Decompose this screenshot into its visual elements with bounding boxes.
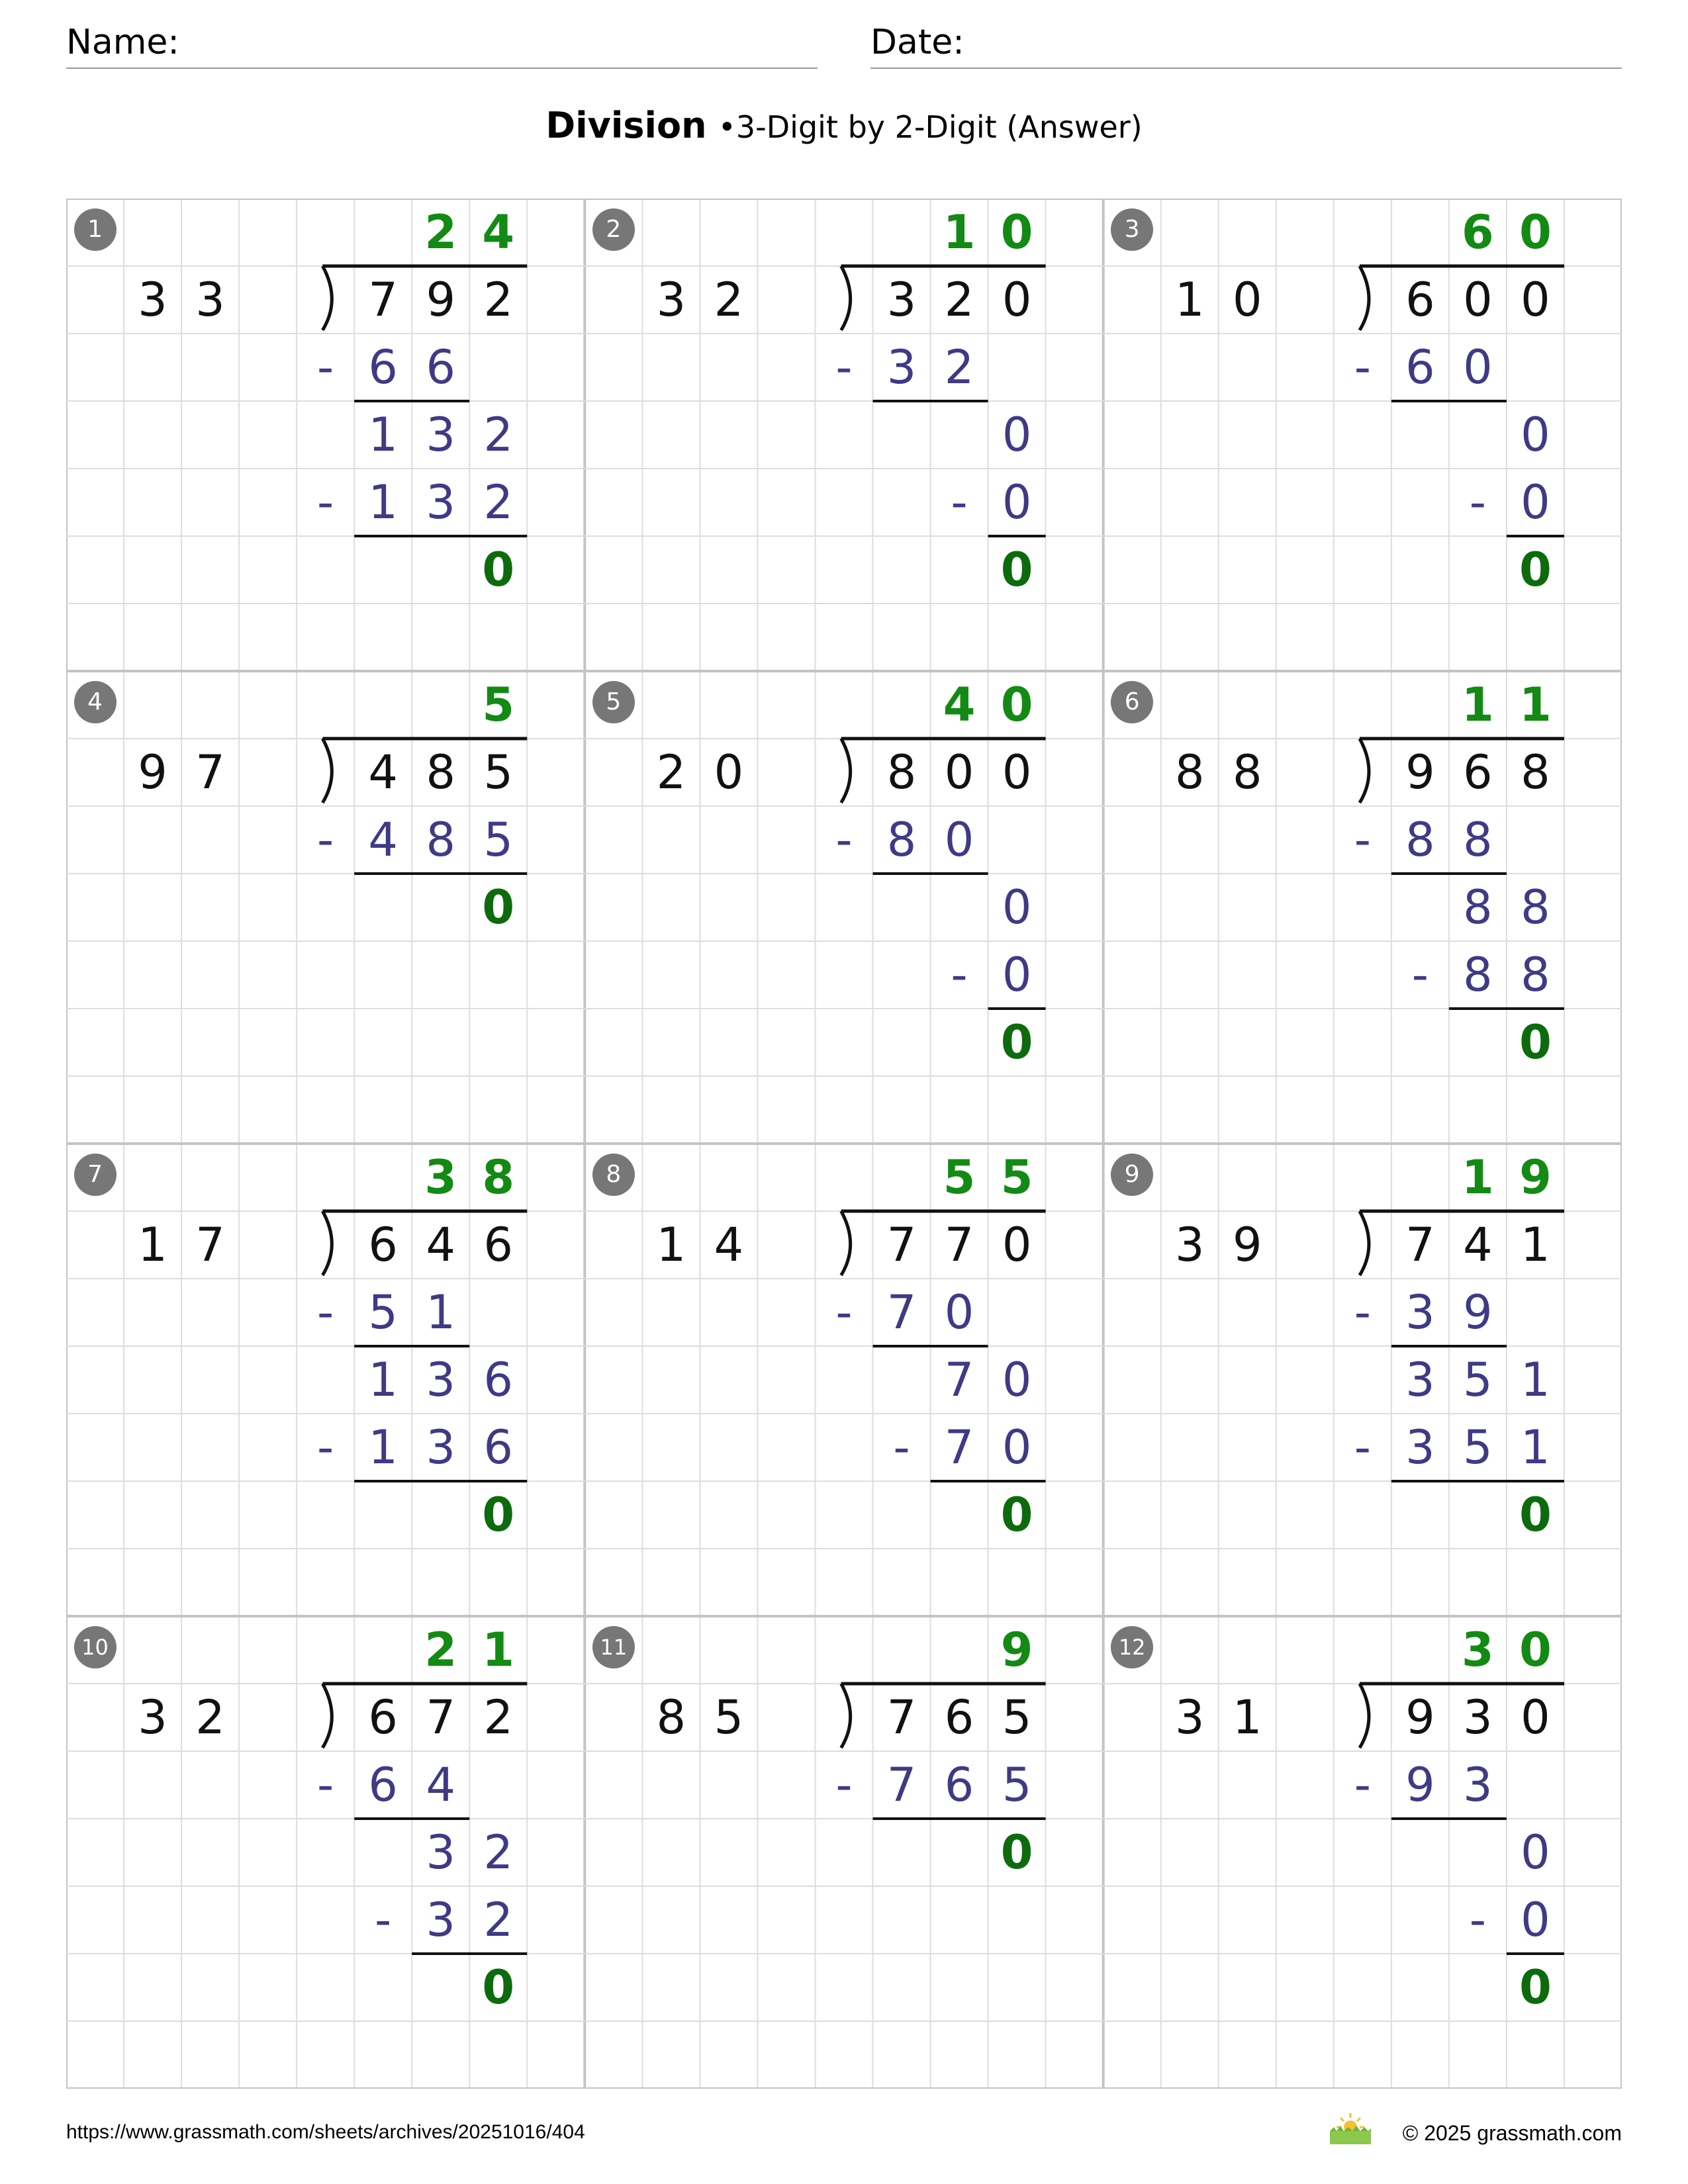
dividend-digit: 6	[1405, 273, 1435, 327]
work-digit: 7	[886, 1758, 917, 1812]
sun-over-grass-icon	[1327, 2111, 1374, 2146]
problem-number-badge: 1	[74, 208, 117, 251]
dividend-digit: 7	[1405, 1218, 1435, 1272]
title-separator: •	[718, 109, 736, 145]
dividend-digit: 9	[1405, 745, 1435, 799]
work-digit: 3	[1405, 1353, 1435, 1407]
quotient-digit: 1	[1462, 678, 1494, 732]
dividend-digit: 8	[1521, 745, 1550, 799]
dividend-digit: 0	[944, 745, 974, 799]
problem-number-badge: 5	[592, 681, 635, 723]
dividend-digit: 8	[886, 745, 917, 799]
divisor-digit: 3	[195, 273, 225, 327]
work-digit: 8	[1463, 813, 1493, 867]
division-bracket	[1360, 1211, 1369, 1275]
work-digit: 5	[1463, 1420, 1493, 1475]
divisor-digit: 1	[1174, 273, 1205, 327]
dividend-digit: 4	[426, 1218, 455, 1272]
divisor-digit: 1	[1232, 1690, 1262, 1745]
work-digit: 5	[368, 1285, 398, 1340]
dividend-digit: 4	[1463, 1218, 1493, 1272]
quotient-digit: 1	[943, 205, 976, 259]
dividend-digit: 9	[1405, 1690, 1435, 1745]
work-digit: 5	[1002, 1758, 1032, 1812]
work-digit: 8	[1521, 880, 1550, 934]
name-line[interactable]	[66, 68, 818, 69]
dividend-digit: 0	[1521, 1690, 1550, 1745]
work-digit: 9	[1463, 1285, 1493, 1340]
remainder-digit: 0	[1519, 543, 1552, 597]
divisor-digit: 8	[1232, 745, 1262, 799]
work-digit: 6	[483, 1420, 514, 1475]
work-digit: 0	[1002, 948, 1032, 1002]
division-bracket	[1360, 1684, 1369, 1748]
divisor-digit: 2	[714, 273, 744, 327]
quotient-digit: 3	[424, 1150, 457, 1205]
minus-sign: -	[951, 475, 968, 529]
remainder-digit: 0	[1519, 1960, 1552, 2015]
work-digit: 3	[426, 408, 455, 462]
minus-sign: -	[1354, 1420, 1371, 1475]
quotient-digit: 1	[1519, 678, 1552, 732]
work-digit: 6	[944, 1758, 974, 1812]
minus-sign: -	[375, 1893, 392, 1947]
dividend-digit: 7	[368, 273, 398, 327]
work-digit: 8	[426, 813, 455, 867]
minus-sign: -	[317, 475, 334, 529]
work-digit: 8	[1405, 813, 1435, 867]
quotient-digit: 0	[1519, 1623, 1552, 1677]
minus-sign: -	[1354, 1285, 1371, 1340]
dividend-digit: 5	[483, 745, 514, 799]
dividend-digit: 0	[1002, 1218, 1032, 1272]
work-digit: 6	[1405, 340, 1435, 394]
work-digit: 0	[1521, 408, 1550, 462]
minus-sign: -	[835, 340, 853, 394]
dividend-digit: 0	[1521, 273, 1550, 327]
dividend-digit: 7	[886, 1218, 917, 1272]
name-label: Name:	[66, 23, 179, 62]
work-digit: 3	[886, 340, 917, 394]
divisor-digit: 0	[1232, 273, 1262, 327]
problem-number-badge: 2	[592, 208, 635, 251]
work-digit: 3	[426, 1825, 455, 1880]
divisor-digit: 3	[1174, 1690, 1205, 1745]
divisor-digit: 7	[195, 1218, 225, 1272]
dividend-digit: 2	[483, 1690, 514, 1745]
quotient-digit: 9	[1519, 1150, 1552, 1205]
quotient-digit: 0	[1000, 678, 1033, 732]
problem-number-badge: 8	[592, 1154, 635, 1196]
divisor-digit: 0	[714, 745, 744, 799]
problem-number-badge: 6	[1111, 681, 1153, 723]
work-digit: 1	[1521, 1420, 1550, 1475]
work-digit: 6	[368, 340, 398, 394]
divisor-digit: 1	[656, 1218, 686, 1272]
division-bracket	[322, 266, 332, 330]
division-bracket	[322, 1684, 332, 1748]
work-digit: 1	[368, 475, 398, 529]
quotient-digit: 8	[482, 1150, 515, 1205]
remainder-digit: 0	[482, 880, 515, 934]
dividend-digit: 2	[483, 273, 514, 327]
quotient-digit: 1	[482, 1623, 515, 1677]
dividend-digit: 8	[426, 745, 455, 799]
title-main: Division	[545, 105, 707, 146]
dividend-digit: 6	[944, 1690, 974, 1745]
minus-sign: -	[893, 1420, 910, 1475]
divisor-digit: 3	[656, 273, 686, 327]
divisor-digit: 9	[1232, 1218, 1262, 1272]
work-digit: 0	[1002, 1353, 1032, 1407]
work-digit: 3	[426, 475, 455, 529]
divisor-digit: 3	[1174, 1218, 1205, 1272]
work-digit: 1	[368, 1420, 398, 1475]
quotient-digit: 9	[1000, 1623, 1033, 1677]
minus-sign: -	[1469, 1893, 1487, 1947]
minus-sign: -	[1354, 340, 1371, 394]
division-bracket	[322, 739, 332, 803]
remainder-digit: 0	[1000, 543, 1033, 597]
quotient-digit: 5	[943, 1150, 976, 1205]
work-digit: 8	[1463, 948, 1493, 1002]
minus-sign: -	[317, 1758, 334, 1812]
work-digit: 9	[1405, 1758, 1435, 1812]
minus-sign: -	[835, 1758, 853, 1812]
dividend-digit: 6	[1463, 745, 1493, 799]
work-digit: 0	[1002, 408, 1032, 462]
worksheet-grid	[66, 199, 1622, 2089]
dividend-digit: 6	[368, 1218, 398, 1272]
minus-sign: -	[835, 813, 853, 867]
page-title	[0, 105, 1688, 148]
quotient-digit: 1	[1462, 1150, 1494, 1205]
quotient-digit: 5	[1000, 1150, 1033, 1205]
quotient-digit: 5	[482, 678, 515, 732]
dividend-digit: 0	[1002, 273, 1032, 327]
minus-sign: -	[317, 1285, 334, 1340]
work-digit: 0	[1002, 475, 1032, 529]
work-digit: 2	[483, 408, 514, 462]
work-digit: 7	[944, 1353, 974, 1407]
quotient-digit: 0	[1519, 205, 1552, 259]
footer-copyright: © 2025 grassmath.com	[1402, 2121, 1622, 2145]
problem-number-badge: 12	[1111, 1626, 1153, 1668]
work-digit: 6	[368, 1758, 398, 1812]
minus-sign: -	[1354, 813, 1371, 867]
problem-number-badge: 10	[74, 1626, 117, 1668]
minus-sign: -	[1411, 948, 1429, 1002]
work-digit: 0	[1463, 340, 1493, 394]
minus-sign: -	[317, 1420, 334, 1475]
remainder-digit: 0	[1000, 1015, 1033, 1069]
work-digit: 4	[368, 813, 398, 867]
divisor-digit: 4	[714, 1218, 744, 1272]
date-line[interactable]	[870, 68, 1622, 69]
division-bracket	[1360, 739, 1369, 803]
footer-url[interactable]: https://www.grassmath.com/sheets/archives/20251016/404	[66, 2121, 585, 2143]
dividend-digit: 4	[368, 745, 398, 799]
division-bracket	[841, 1211, 851, 1275]
work-digit: 8	[1521, 948, 1550, 1002]
dividend-digit: 9	[426, 273, 455, 327]
quotient-digit: 2	[424, 205, 457, 259]
division-bracket	[841, 739, 851, 803]
divisor-digit: 1	[138, 1218, 167, 1272]
work-digit: 7	[886, 1285, 917, 1340]
dividend-digit: 7	[426, 1690, 455, 1745]
dividend-digit: 6	[483, 1218, 514, 1272]
minus-sign: -	[317, 813, 334, 867]
remainder-digit: 0	[1000, 1825, 1033, 1880]
dividend-digit: 0	[1002, 745, 1032, 799]
dividend-digit: 0	[1463, 273, 1493, 327]
dividend-digit: 7	[886, 1690, 917, 1745]
minus-sign: -	[317, 340, 334, 394]
remainder-digit: 0	[1519, 1015, 1552, 1069]
dividend-digit: 6	[368, 1690, 398, 1745]
work-digit: 3	[426, 1353, 455, 1407]
work-digit: 8	[1463, 880, 1493, 934]
dividend-digit: 2	[944, 273, 974, 327]
problem-number-badge: 11	[592, 1626, 635, 1668]
work-digit: 3	[1405, 1285, 1435, 1340]
work-digit: 0	[1002, 1420, 1032, 1475]
minus-sign: -	[1354, 1758, 1371, 1812]
work-digit: 3	[426, 1420, 455, 1475]
work-digit: 0	[1002, 880, 1032, 934]
quotient-digit: 6	[1462, 205, 1494, 259]
work-digit: 2	[483, 1825, 514, 1880]
divisor-digit: 2	[656, 745, 686, 799]
work-digit: 4	[426, 1758, 455, 1812]
quotient-digit: 4	[482, 205, 515, 259]
problem-number-badge: 3	[1111, 208, 1153, 251]
remainder-digit: 0	[482, 1960, 515, 2015]
date-label: Date:	[870, 23, 964, 62]
problem-number-badge: 7	[74, 1154, 117, 1196]
divisor-digit: 7	[195, 745, 225, 799]
divisor-digit: 3	[138, 273, 167, 327]
work-digit: 0	[1521, 1825, 1550, 1880]
dividend-digit: 7	[944, 1218, 974, 1272]
work-digit: 6	[426, 340, 455, 394]
dividend-digit: 1	[1521, 1218, 1550, 1272]
divisor-digit: 2	[195, 1690, 225, 1745]
division-bracket	[841, 1684, 851, 1748]
minus-sign: -	[835, 1285, 853, 1340]
work-digit: 2	[944, 340, 974, 394]
work-digit: 0	[944, 813, 974, 867]
work-digit: 5	[483, 813, 514, 867]
work-digit: 2	[483, 1893, 514, 1947]
remainder-digit: 0	[1519, 1488, 1552, 1542]
dividend-digit: 3	[886, 273, 917, 327]
remainder-digit: 0	[1000, 1488, 1033, 1542]
problem-number-badge: 9	[1111, 1154, 1153, 1196]
work-digit: 2	[483, 475, 514, 529]
work-digit: 3	[1463, 1758, 1493, 1812]
work-digit: 1	[1521, 1353, 1550, 1407]
divisor-digit: 3	[138, 1690, 167, 1745]
work-digit: 5	[1463, 1353, 1493, 1407]
work-digit: 1	[368, 408, 398, 462]
division-bracket	[322, 1211, 332, 1275]
quotient-digit: 2	[424, 1623, 457, 1677]
work-digit: 3	[426, 1893, 455, 1947]
divisor-digit: 8	[1174, 745, 1205, 799]
quotient-digit: 0	[1000, 205, 1033, 259]
dividend-digit: 5	[1002, 1690, 1032, 1745]
division-bracket	[1360, 266, 1369, 330]
work-digit: 0	[1521, 1893, 1550, 1947]
minus-sign: -	[1469, 475, 1487, 529]
quotient-digit: 3	[1462, 1623, 1494, 1677]
work-digit: 8	[886, 813, 917, 867]
work-digit: 1	[368, 1353, 398, 1407]
title-subtitle: 3-Digit by 2-Digit (Answer)	[735, 109, 1143, 145]
quotient-digit: 4	[943, 678, 976, 732]
remainder-digit: 0	[482, 543, 515, 597]
work-digit: 3	[1405, 1420, 1435, 1475]
dividend-digit: 3	[1463, 1690, 1493, 1745]
work-digit: 0	[944, 1285, 974, 1340]
divisor-digit: 5	[714, 1690, 744, 1745]
problem-number-badge: 4	[74, 681, 117, 723]
division-bracket	[841, 266, 851, 330]
work-digit: 6	[483, 1353, 514, 1407]
divisor-digit: 8	[656, 1690, 686, 1745]
divisor-digit: 9	[138, 745, 167, 799]
minus-sign: -	[951, 948, 968, 1002]
work-digit: 1	[426, 1285, 455, 1340]
work-digit: 7	[944, 1420, 974, 1475]
work-digit: 0	[1521, 475, 1550, 529]
remainder-digit: 0	[482, 1488, 515, 1542]
